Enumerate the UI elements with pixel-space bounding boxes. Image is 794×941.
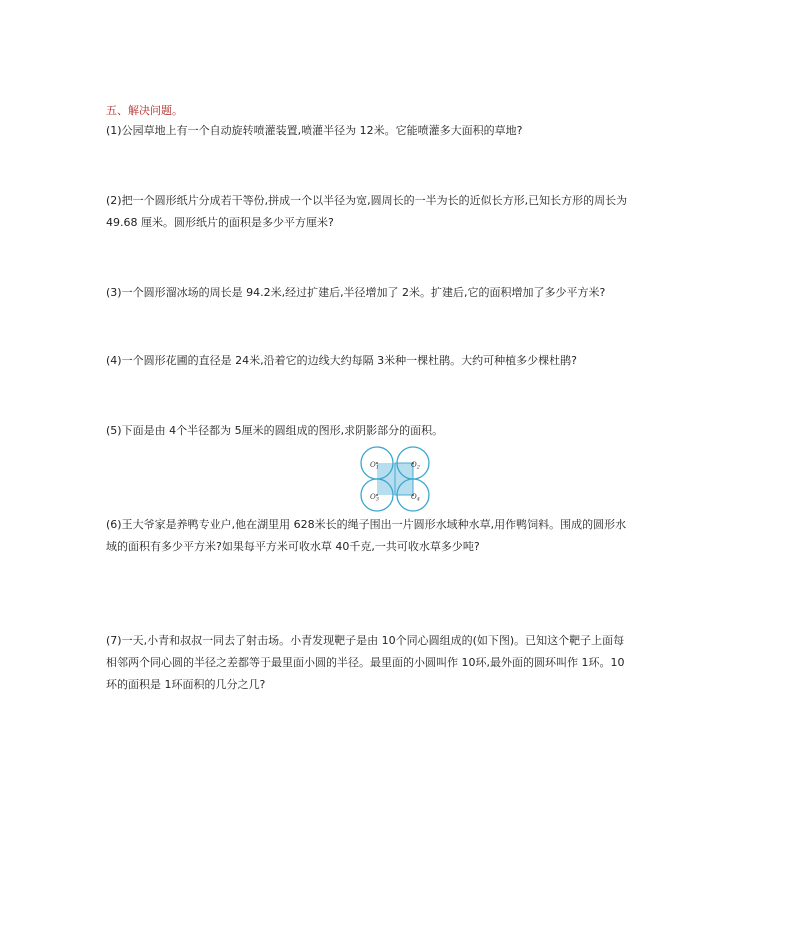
question-1 [106,120,696,142]
label-o1: $O_1$ [370,461,379,471]
question-5-line-1: (5)下面是由 4个半径都为 5厘米的圆组成的图形,求阴影部分的面积。 [106,424,444,437]
question-7-line-2: 相邻两个同心圆的半径之差都等于最里面小圆的半径。最里面的小圆叫作 10环,最外面的圆环叫作 1环。10 [106,656,625,669]
section-title: 五、解决问题。 [106,104,183,117]
question-2-line-2: 49.68 厘米。圆形纸片的面积是多少平方厘米? [106,216,334,229]
question-4-line-1: (4)一个圆形花圃的直径是 24米,沿着它的边线大约每隔 3米种一棵杜鹃。大约可种植多少棵杜鹃? [106,354,577,367]
four-circles-svg [358,446,432,512]
question-5 [106,420,696,442]
question-6-line-2: 域的面积有多少平方米?如果每平方米可收水草 40千克,一共可收水草多少吨? [106,540,480,553]
four-circles-figure [358,446,432,512]
question-4 [106,350,696,372]
question-3 [106,282,696,304]
question-3-line-1: (3)一个圆形溜冰场的周长是 94.2米,经过扩建后,半径增加了 2米。扩建后,它的面积增加了多少平方米? [106,286,606,299]
question-2-line-1: (2)把一个圆形纸片分成若干等份,拼成一个以半径为宽,圆周长的一半为长的近似长方形,已知长方形的周长为 [106,194,628,207]
question-6-line-1: (6)王大爷家是养鸭专业户,他在湖里用 628米长的绳子围出一片圆形水域种水草,用作鸭饲料。围成的圆形水 [106,518,627,531]
question-7-line-1: (7)一天,小青和叔叔一同去了射击场。小青发现靶子是由 10个同心圆组成的(如下图)。已知这个靶子上面每 [106,634,625,647]
label-o4: $O_4$ [411,493,420,503]
label-o3: $O_3$ [370,493,379,503]
question-6 [106,514,696,558]
question-1-line-1: (1)公园草地上有一个自动旋转喷灌装置,喷灌半径为 12米。它能喷灌多大面积的草地? [106,124,523,137]
question-7-line-3: 环的面积是 1环面积的几分之几? [106,678,266,691]
label-o2: $O_2$ [411,461,420,471]
question-2 [106,190,696,234]
question-7 [106,630,696,696]
